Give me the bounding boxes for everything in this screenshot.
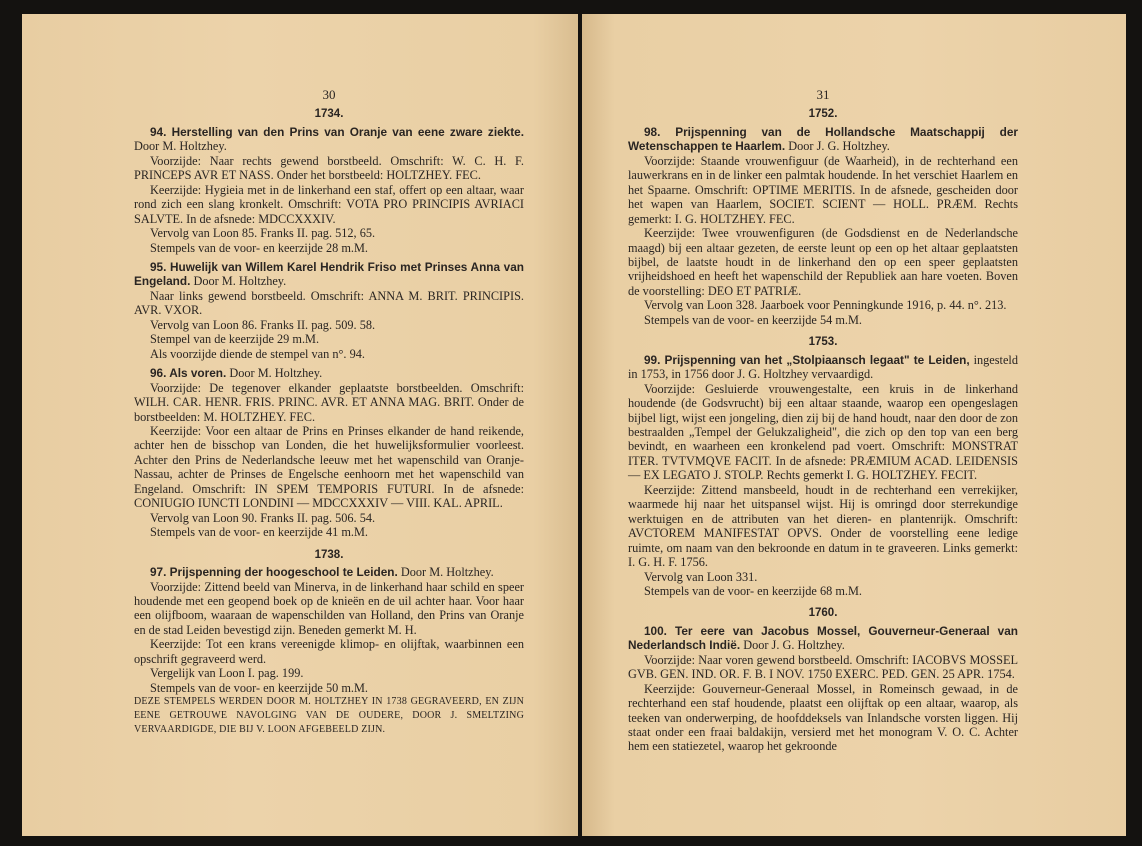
entry-paragraph: Stempels van de voor- en keerzijde 54 m.M. (644, 312, 862, 327)
entry-paragraph: Stempels van de voor- en keerzijde 41 m.M. (150, 525, 368, 540)
year-heading: 1753. (808, 336, 838, 349)
entry-paragraph: Naar links gewend borstbeeld. Omschrift: ANNA M. BRIT. PRINCIPIS. AVR. VXOR. (134, 288, 524, 318)
left-text-column (134, 88, 524, 742)
entry-paragraph: Voorzijde: Naar rechts gewend borstbeeld. Omschrift: W. C. H. F. PRINCEPS AVR ET NASS. Onder het borstbeeld: HOLTZHEY. FEC. (134, 153, 524, 183)
entry-paragraph: Stempel van de keerzijde 29 m.M. (150, 332, 320, 347)
entry-paragraph: Vervolg van Loon 85. Franks II. pag. 512, 65. (150, 226, 376, 241)
entry-author: Door J. G. Holtzhey. (788, 139, 890, 154)
entry-paragraph: Voorzijde: Gesluierde vrouwengestalte, een kruis in de linkerhand houdende (de Godsvrucht) bij een altaar staande, waarop een opengeslagen bijbel ligt, wijst een jongeling, dien zij bij de hand houdt, naar den door de zon bestraalden „Tempel der Gelukzaligheid", die zich op den top van een berg bevindt, en waarheen een kronkelend pad voert. Omschrift: MONSTRAT ITER. TVTVMQVE FACIT. In de afsnede: PRÆMIUM ACAD. LEIDENSIS — EX LEGATO J. STOLP. Rechts gemerkt I. G. HOLTZHEY. FECIT. (628, 381, 1018, 483)
year-heading: 1752. (808, 108, 838, 121)
entry-paragraph: Keerzijde: Voor een altaar de Prins en Prinses elkander de hand reikende, achter hen de bisschop van Londen, die het huwelijksformulier voorleest. Achter den Prins de Nederlandsche leeuw met het wapenschild van Oranje-Nassau, achter de Prinses de Engelsche eenhoorn met het wapenschild van Engeland. Omschrift: IN SPEM TEMPORIS FUTURI. In de afsnede: CONIUGIO IUNCTI LONDINI — MDCCXXXIV — VIII. KAL. APRIL. (134, 423, 524, 511)
year-heading: 1760. (808, 607, 838, 620)
entry-97 (134, 565, 524, 737)
entry-author: Door M. Holtzhey. (229, 366, 323, 381)
page-number: 31 (816, 87, 830, 102)
entry-paragraph: Voorzijde: Staande vrouwenfiguur (de Waarheid), in de rechterhand een lauwerkrans en in de linker een palmtak houdende. In het verschiet Haarlem en het Spaarne. Omschrift: OPTIME MERITIS. In de afsnede, gescheiden door het wapen van Haarlem, SOCIET. SCIENT — HOLL. PRÆM. Rechts gemerkt: I. G. HOLTZHEY. FEC. (628, 153, 1018, 226)
entry-title: 95. Huwelijk van Willem Karel Hendrik Friso met Prinses Anna van Engeland. (134, 259, 524, 289)
entry-author: Door M. Holtzhey. (134, 139, 227, 154)
entry-paragraph: Vervolg van Loon 86. Franks II. pag. 509. 58. (150, 317, 376, 332)
year-heading: 1734. (314, 108, 344, 121)
entry-title: 98. Prijspenning van de Hollandsche Maatschappij der Wetenschappen te Haarlem. (628, 124, 1018, 154)
entry-paragraph: Vervolg van Loon 331. (644, 569, 758, 584)
entry-paragraph: Keerzijde: Zittend mansbeeld, houdt in de rechterhand een verrekijker, waarmede hij naar het uitspansel wijst. Hij is omringd door sterrekundige werktuigen en de attributen van het dieren- en plantenrijk. Omschrift: AVCTOREM MANIFESTAT OPVS. Onder de voorstelling eene ledige ruimte, om naam van den bekroonde en datum in te graveeren. Links gemerkt: I. G. H. F. 1756. (628, 482, 1018, 570)
year-heading: 1738. (314, 548, 344, 561)
entry-title: 99. Prijspenning van het „Stolpiaansch legaat" te Leiden, (644, 352, 970, 367)
entry-94 (134, 125, 524, 255)
entry-paragraph: Stempels van de voor- en keerzijde 28 m.M. (150, 240, 368, 255)
entry-98 (628, 125, 1018, 327)
entry-paragraph: Vergelijk van Loon I. pag. 199. (150, 666, 304, 681)
entry-paragraph: Keerzijde: Gouverneur-Generaal Mossel, in Romeinsch gewaad, in de rechterhand een staf houdende, plaatst een olijftak op een altaar, waarop, als teeken van onderwerping, de hoofddeksels van Inlandsche vorsten liggen. Hij staat onder een fraai baldakijn, versierd met het monogram V. O. C. Achter hem een statiezetel, waarop het gekroonde (628, 681, 1018, 754)
left-page (22, 14, 578, 836)
entry-99 (628, 353, 1018, 599)
page-number: 30 (322, 87, 336, 102)
entry-paragraph: Voorzijde: Naar voren gewend borstbeeld. Omschrift: IACOBVS MOSSEL GVB. GEN. IND. OR. F. B. I NOV. 1750 EXERC. PED. GEN. 25 APR. 1754. (628, 652, 1018, 682)
entry-title: 94. Herstelling van den Prins van Oranje van eene zware ziekte. (150, 124, 524, 139)
entry-paragraph: Voorzijde: De tegenover elkander geplaatste borstbeelden. Omschrift: WILH. CAR. HENR. FRIS. PRINC. AVR. ET ANNA MAG. BRIT. Onder de borstbeelden: M. HOLTZHEY. FEC. (134, 380, 524, 424)
entry-title: 96. Als voren. (150, 366, 227, 381)
entry-paragraph: Keerzijde: Twee vrouwenfiguren (de Godsdienst en de Nederlandsche maagd) bij een altaar gezeten, de eerste leunt op een op het altaar geplaatsten bijbel, de laatste houdt in de linkerhand den op een speer geplaatsten vrijheidshoed en heeft het wapenschild der Republiek aan hare voeten. Boven de voorstelling: DEO ET PATRIÆ. (628, 226, 1018, 298)
right-text-column (628, 88, 1018, 759)
entry-paragraph: Stempels van de voor- en keerzijde 50 m.M. (150, 680, 368, 695)
entry-paragraph: Keerzijde: Hygieia met in de linkerhand een staf, offert op een altaar, waar rond zich een slang kronkelt. Omschrift: VOTA PRO PRINCIPIS AVRIACI SALVTE. In de afsnede: MDCCXXXIV. (134, 182, 524, 226)
entry-paragraph: Voorzijde: Zittend beeld van Minerva, in de linkerhand haar schild en speer houdende met een geopend boek op de knieën en de uil achter haar. Voor haar een olijfboom, waaraan de wapenschilden van Holland, den Prins van Oranje en de stad Leiden bevestigd zijn. Beneden gemerkt M. H. (134, 579, 524, 637)
entry-paragraph: Vervolg van Loon 328. Jaarboek voor Penningkunde 1916, p. 44. n°. 213. (644, 298, 1007, 313)
entry-paragraph: Stempels van de voor- en keerzijde 68 m.M. (644, 583, 862, 598)
entry-author: Door M. Holtzhey. (400, 565, 494, 580)
entry-96 (134, 366, 524, 539)
entry-95 (134, 260, 524, 361)
entry-author: Door M. Holtzhey. (193, 274, 287, 289)
entry-paragraph: Keerzijde: Tot een krans vereenigde klimop- en olijftak, waarbinnen een opschrift gegraveerd werd. (134, 637, 524, 666)
entry-title: 97. Prijspenning der hoogeschool te Leiden. (150, 565, 398, 580)
entry-paragraph: Vervolg van Loon 90. Franks II. pag. 506. 54. (150, 510, 376, 525)
entry-author: Door J. G. Holtzhey. (743, 638, 845, 653)
entry-paragraph: Als voorzijde diende de stempel van n°. 94. (150, 346, 365, 361)
right-page (582, 14, 1126, 836)
entry-note: DEZE STEMPELS WERDEN DOOR M. HOLTZHEY IN 1738 GEGRAVEERD, EN ZIJN EENE GETROUWE NAVOLGING VAN DE OUDERE, DOOR J. SMELTZING VERVAARDIGDE, DIE BIJ V. LOON AFGEBEELD ZIJN. (134, 696, 524, 736)
entry-100 (628, 624, 1018, 754)
entry-title: 100. Ter eere van Jacobus Mossel, Gouverneur-Generaal van Nederlandsch Indië. (628, 623, 1018, 653)
entry-author: ingesteld in 1753, in 1756 door J. G. Holtzhey vervaardigd. (628, 352, 1018, 382)
